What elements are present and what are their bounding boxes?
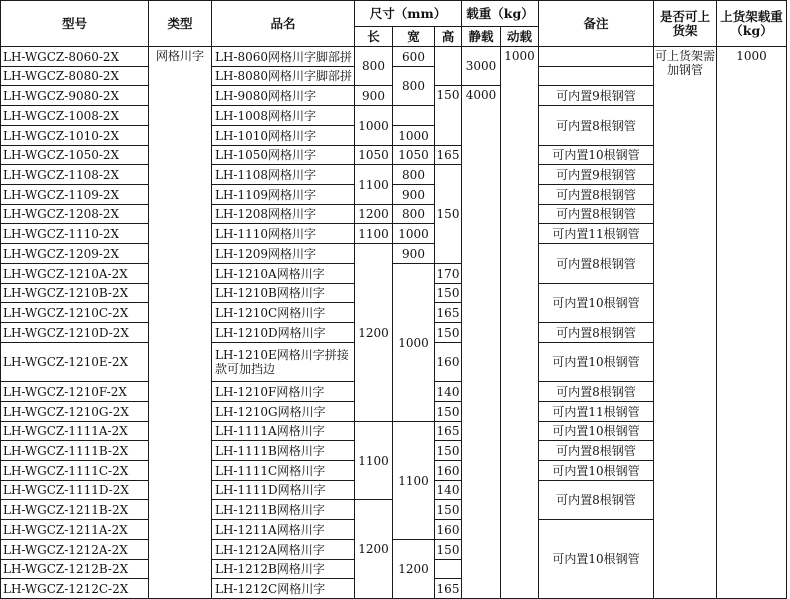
length-cell: 1100 [355, 422, 393, 500]
name-cell: LH-1111D网格川字 [212, 481, 355, 500]
height-cell: 150 [435, 86, 462, 146]
height-cell-empty [435, 47, 462, 86]
name-cell: LH-1210A网格川字 [212, 264, 355, 284]
name-cell: LH-8080网格川字脚部拼 [212, 67, 355, 86]
static-cell: 3000 [462, 47, 501, 86]
height-cell-empty [435, 560, 462, 579]
model-cell: LH-WGCZ-1111B-2X [1, 441, 149, 461]
model-cell: LH-WGCZ-8080-2X [1, 67, 149, 86]
note-cell: 可内置10根钢管 [539, 520, 654, 599]
height-cell: 170 [435, 264, 462, 284]
width-cell: 900 [393, 185, 435, 205]
name-cell: LH-1212B网格川字 [212, 560, 355, 579]
note-cell: 可内置9根钢管 [539, 165, 654, 185]
height-cell: 160 [435, 461, 462, 481]
length-cell: 1000 [355, 106, 393, 146]
model-cell: LH-WGCZ-9080-2X [1, 86, 149, 106]
height-cell: 165 [435, 579, 462, 599]
width-cell: 1000 [393, 264, 435, 422]
model-cell: LH-WGCZ-1111C-2X [1, 461, 149, 481]
header-rack-ok: 是否可上货架 [654, 1, 717, 47]
height-cell: 140 [435, 481, 462, 500]
header-name: 品名 [212, 1, 355, 47]
height-cell: 150 [435, 500, 462, 520]
model-cell: LH-WGCZ-1211B-2X [1, 500, 149, 520]
length-cell: 800 [355, 47, 393, 86]
name-cell: LH-1008网格川字 [212, 106, 355, 126]
header-size: 尺寸（mm） [355, 1, 462, 27]
model-cell: LH-WGCZ-1008-2X [1, 106, 149, 126]
height-cell: 160 [435, 343, 462, 382]
model-cell: LH-WGCZ-1210F-2X [1, 382, 149, 402]
length-cell: 1200 [355, 244, 393, 422]
width-cell: 800 [393, 67, 435, 106]
rack-ok-cell: 可上货架需加钢管 [654, 47, 717, 599]
length-cell: 1050 [355, 146, 393, 165]
header-length: 长 [355, 27, 393, 47]
width-cell: 800 [393, 205, 435, 224]
height-cell: 150 [435, 441, 462, 461]
name-cell: LH-1209网格川字 [212, 244, 355, 264]
name-cell: LH-1208网格川字 [212, 205, 355, 224]
model-cell: LH-WGCZ-1210E-2X [1, 343, 149, 382]
model-cell: LH-WGCZ-1209-2X [1, 244, 149, 264]
rack-load-cell: 1000 [717, 47, 787, 599]
model-cell: LH-WGCZ-1210D-2X [1, 323, 149, 343]
name-cell: LH-1212A网格川字 [212, 540, 355, 560]
header-static: 静载 [462, 27, 501, 47]
model-cell: LH-WGCZ-1210A-2X [1, 264, 149, 284]
model-cell: LH-WGCZ-1210G-2X [1, 402, 149, 422]
length-cell: 1100 [355, 165, 393, 205]
height-cell: 165 [435, 422, 462, 441]
name-cell: LH-1212C网格川字 [212, 579, 355, 599]
model-cell: LH-WGCZ-1109-2X [1, 185, 149, 205]
width-cell: 1050 [393, 146, 435, 165]
model-cell: LH-WGCZ-8060-2X [1, 47, 149, 67]
height-cell: 150 [435, 284, 462, 303]
name-cell: LH-1108网格川字 [212, 165, 355, 185]
note-cell: 可内置9根钢管 [539, 86, 654, 106]
name-cell: LH-1210F网格川字 [212, 382, 355, 402]
note-cell: 可内置8根钢管 [539, 205, 654, 224]
note-cell: 可内置10根钢管 [539, 146, 654, 165]
model-cell: LH-WGCZ-1212B-2X [1, 560, 149, 579]
note-cell: 可内置8根钢管 [539, 185, 654, 205]
header-rack-load: 上货架载重（kg） [717, 1, 787, 47]
model-cell: LH-WGCZ-1210C-2X [1, 303, 149, 323]
model-cell: LH-WGCZ-1212A-2X [1, 540, 149, 560]
header-width: 宽 [393, 27, 435, 47]
note-cell: 可内置8根钢管 [539, 244, 654, 284]
note-cell: 可内置11根钢管 [539, 402, 654, 422]
name-cell: LH-1210C网格川字 [212, 303, 355, 323]
name-cell: LH-1211B网格川字 [212, 500, 355, 520]
width-cell-empty [393, 106, 435, 126]
note-cell: 可内置10根钢管 [539, 422, 654, 441]
height-cell: 165 [435, 146, 462, 165]
note-cell-empty [539, 47, 654, 67]
note-cell: 可内置10根钢管 [539, 461, 654, 481]
model-cell: LH-WGCZ-1111D-2X [1, 481, 149, 500]
note-cell-empty [539, 67, 654, 86]
note-cell: 可内置8根钢管 [539, 106, 654, 146]
height-cell: 150 [435, 402, 462, 422]
name-cell: LH-9080网格川字 [212, 86, 355, 106]
width-cell: 800 [393, 165, 435, 185]
model-cell: LH-WGCZ-1110-2X [1, 224, 149, 244]
static-cell: 4000 [462, 86, 501, 599]
model-cell: LH-WGCZ-1111A-2X [1, 422, 149, 441]
model-cell: LH-WGCZ-1210B-2X [1, 284, 149, 303]
name-cell: LH-1111C网格川字 [212, 461, 355, 481]
model-cell: LH-WGCZ-1208-2X [1, 205, 149, 224]
header-model: 型号 [1, 1, 149, 47]
model-cell: LH-WGCZ-1108-2X [1, 165, 149, 185]
width-cell: 600 [393, 47, 435, 67]
height-cell: 160 [435, 520, 462, 540]
width-cell: 1000 [393, 224, 435, 244]
note-cell: 可内置11根钢管 [539, 224, 654, 244]
name-cell: LH-1109网格川字 [212, 185, 355, 205]
note-cell: 可内置10根钢管 [539, 343, 654, 382]
note-cell: 可内置8根钢管 [539, 481, 654, 520]
model-cell: LH-WGCZ-1010-2X [1, 126, 149, 146]
height-cell: 150 [435, 165, 462, 264]
height-cell: 165 [435, 303, 462, 323]
type-cell: 网格川字 [149, 47, 212, 599]
note-cell: 可内置8根钢管 [539, 323, 654, 343]
name-cell: LH-1210E网格川字拼接款可加挡边 [212, 343, 355, 382]
header-type: 类型 [149, 1, 212, 47]
height-cell: 150 [435, 323, 462, 343]
name-cell: LH-1050网格川字 [212, 146, 355, 165]
width-cell: 1100 [393, 422, 435, 540]
name-cell: LH-1111A网格川字 [212, 422, 355, 441]
length-cell: 900 [355, 86, 393, 106]
note-cell: 可内置8根钢管 [539, 441, 654, 461]
header-load: 载重（kg） [462, 1, 539, 27]
model-cell: LH-WGCZ-1050-2X [1, 146, 149, 165]
name-cell: LH-1211A网格川字 [212, 520, 355, 540]
name-cell: LH-1110网格川字 [212, 224, 355, 244]
model-cell: LH-WGCZ-1212C-2X [1, 579, 149, 599]
width-cell: 1200 [393, 540, 435, 599]
name-cell: LH-1111B网格川字 [212, 441, 355, 461]
name-cell: LH-1010网格川字 [212, 126, 355, 146]
name-cell: LH-8060网格川字脚部拼 [212, 47, 355, 67]
header-dynamic: 动载 [501, 27, 539, 47]
note-cell: 可内置10根钢管 [539, 284, 654, 323]
height-cell: 150 [435, 540, 462, 560]
width-cell: 900 [393, 244, 435, 264]
length-cell: 1200 [355, 500, 393, 599]
dynamic-cell: 1000 [501, 47, 539, 599]
length-cell: 1200 [355, 205, 393, 224]
model-cell: LH-WGCZ-1211A-2X [1, 520, 149, 540]
length-cell: 1100 [355, 224, 393, 244]
width-cell: 1000 [393, 126, 435, 146]
header-height: 高 [435, 27, 462, 47]
name-cell: LH-1210B网格川字 [212, 284, 355, 303]
name-cell: LH-1210D网格川字 [212, 323, 355, 343]
note-cell: 可内置8根钢管 [539, 382, 654, 402]
header-note: 备注 [539, 1, 654, 47]
name-cell: LH-1210G网格川字 [212, 402, 355, 422]
height-cell: 140 [435, 382, 462, 402]
